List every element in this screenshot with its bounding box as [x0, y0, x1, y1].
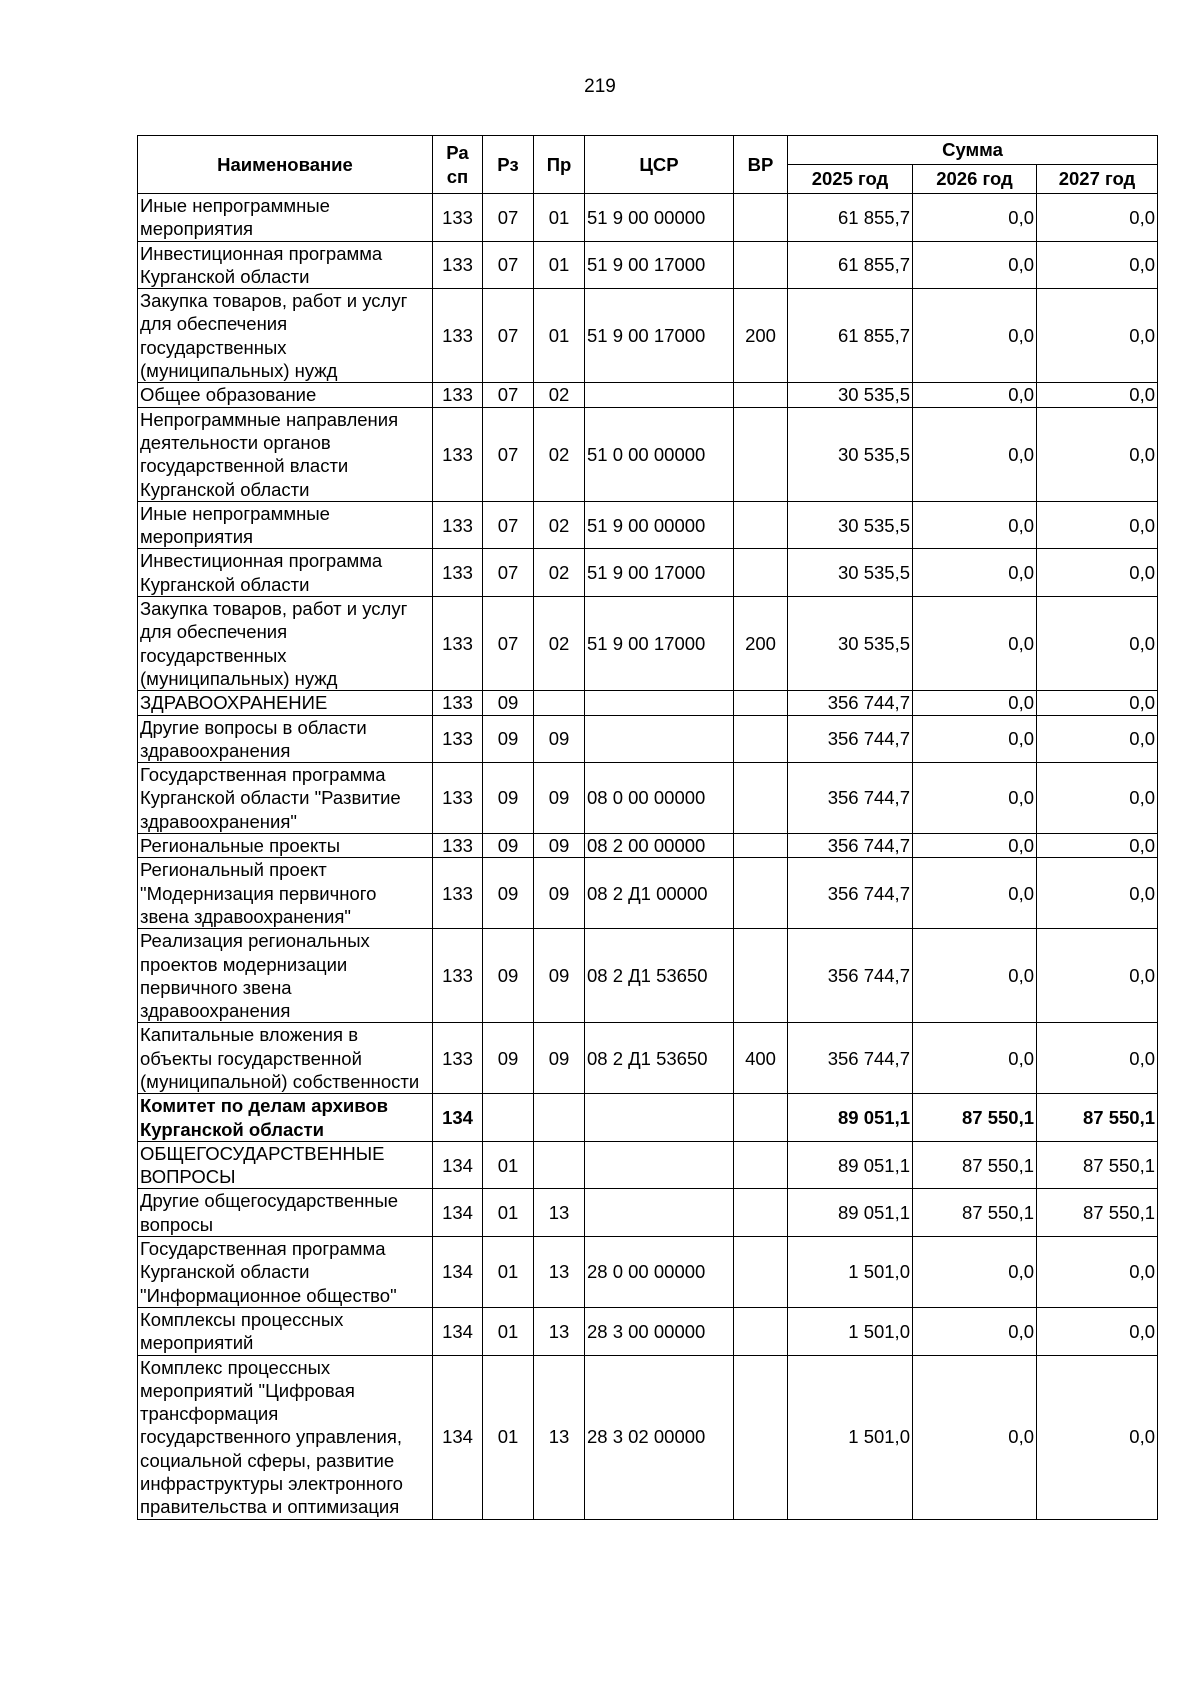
cell-2027: 0,0: [1037, 241, 1158, 289]
cell-name: Непрограммные направления деятельности органов государственной власти Курганской области: [138, 407, 433, 501]
cell-2027: 0,0: [1037, 407, 1158, 501]
cell-2027: 0,0: [1037, 501, 1158, 549]
table-row: [138, 691, 1158, 715]
cell-rasp: 133: [433, 194, 483, 242]
header-rasp: Ра сп: [433, 136, 483, 194]
header-2026: 2026 год: [913, 165, 1037, 194]
header-rz: Рз: [483, 136, 534, 194]
cell-csr: [585, 383, 734, 407]
cell-2025: 89 051,1: [788, 1094, 913, 1142]
cell-name: Инвестиционная программа Курганской области: [138, 241, 433, 289]
table-row: [138, 1189, 1158, 1237]
header-sum: Сумма: [788, 136, 1158, 165]
cell-vr: [734, 929, 788, 1023]
cell-name: Комплекс процессных мероприятий "Цифровая трансформация государственного управления, социальной сферы, развитие инфраструктуры электронного правительства и оптимизация: [138, 1355, 433, 1519]
cell-csr: [585, 691, 734, 715]
cell-2025: 356 744,7: [788, 834, 913, 858]
cell-vr: [734, 1355, 788, 1519]
cell-name: Государственная программа Курганской области "Развитие здравоохранения": [138, 763, 433, 834]
cell-name: Региональные проекты: [138, 834, 433, 858]
cell-pr: 09: [534, 858, 585, 929]
cell-rasp: 133: [433, 597, 483, 691]
cell-pr: 02: [534, 501, 585, 549]
table-row: [138, 929, 1158, 1023]
cell-rz: 09: [483, 763, 534, 834]
cell-rasp: 133: [433, 929, 483, 1023]
cell-csr: 08 2 Д1 00000: [585, 858, 734, 929]
cell-pr: 13: [534, 1189, 585, 1237]
cell-rz: 01: [483, 1189, 534, 1237]
cell-pr: [534, 1141, 585, 1189]
cell-2026: 0,0: [913, 1023, 1037, 1094]
cell-vr: [734, 1094, 788, 1142]
cell-vr: [734, 1141, 788, 1189]
cell-2025: 356 744,7: [788, 763, 913, 834]
cell-2026: 0,0: [913, 858, 1037, 929]
cell-2026: 0,0: [913, 194, 1037, 242]
cell-csr: 51 9 00 17000: [585, 289, 734, 383]
table-row: [138, 1355, 1158, 1519]
cell-name: Региональный проект "Модернизация первичного звена здравоохранения": [138, 858, 433, 929]
cell-csr: 51 9 00 17000: [585, 241, 734, 289]
cell-rz: 01: [483, 1307, 534, 1355]
cell-csr: 28 3 02 00000: [585, 1355, 734, 1519]
cell-csr: 08 0 00 00000: [585, 763, 734, 834]
cell-vr: [734, 383, 788, 407]
cell-rz: 07: [483, 549, 534, 597]
cell-name: Государственная программа Курганской области "Информационное общество": [138, 1237, 433, 1308]
cell-2027: 0,0: [1037, 929, 1158, 1023]
cell-2027: 0,0: [1037, 715, 1158, 763]
cell-pr: 02: [534, 549, 585, 597]
cell-csr: 51 0 00 00000: [585, 407, 734, 501]
cell-rz: 07: [483, 289, 534, 383]
cell-rasp: 134: [433, 1189, 483, 1237]
cell-csr: [585, 1141, 734, 1189]
cell-rz: 09: [483, 1023, 534, 1094]
cell-rz: 07: [483, 501, 534, 549]
cell-name: Закупка товаров, работ и услуг для обеспечения государственных (муниципальных) нужд: [138, 597, 433, 691]
cell-csr: 28 3 00 00000: [585, 1307, 734, 1355]
cell-csr: [585, 1189, 734, 1237]
cell-rasp: 133: [433, 501, 483, 549]
header-name: Наименование: [138, 136, 433, 194]
cell-vr: 200: [734, 597, 788, 691]
table-row: [138, 715, 1158, 763]
cell-rz: [483, 1094, 534, 1142]
cell-2027: 0,0: [1037, 597, 1158, 691]
cell-csr: 08 2 00 00000: [585, 834, 734, 858]
cell-2025: 89 051,1: [788, 1141, 913, 1189]
cell-vr: [734, 501, 788, 549]
cell-csr: 51 9 00 00000: [585, 501, 734, 549]
cell-2025: 61 855,7: [788, 289, 913, 383]
cell-2025: 356 744,7: [788, 858, 913, 929]
cell-2026: 0,0: [913, 1355, 1037, 1519]
cell-2027: 87 550,1: [1037, 1189, 1158, 1237]
cell-2027: 87 550,1: [1037, 1141, 1158, 1189]
cell-vr: [734, 1307, 788, 1355]
cell-rasp: 134: [433, 1094, 483, 1142]
table-row: [138, 1141, 1158, 1189]
cell-rasp: 133: [433, 241, 483, 289]
cell-vr: [734, 549, 788, 597]
cell-name: Реализация региональных проектов модернизации первичного звена здравоохранения: [138, 929, 433, 1023]
cell-vr: [734, 241, 788, 289]
cell-pr: 09: [534, 763, 585, 834]
cell-rz: 07: [483, 383, 534, 407]
cell-2026: 0,0: [913, 549, 1037, 597]
cell-rasp: 134: [433, 1141, 483, 1189]
cell-rasp: 133: [433, 1023, 483, 1094]
table-row: [138, 597, 1158, 691]
cell-rasp: 133: [433, 289, 483, 383]
table-row: [138, 763, 1158, 834]
cell-2027: 0,0: [1037, 834, 1158, 858]
cell-vr: 200: [734, 289, 788, 383]
cell-2026: 0,0: [913, 407, 1037, 501]
cell-2026: 0,0: [913, 691, 1037, 715]
cell-vr: [734, 407, 788, 501]
cell-rasp: 134: [433, 1355, 483, 1519]
cell-2025: 356 744,7: [788, 929, 913, 1023]
cell-2025: 30 535,5: [788, 597, 913, 691]
cell-vr: [734, 691, 788, 715]
cell-2025: 1 501,0: [788, 1355, 913, 1519]
cell-2027: 0,0: [1037, 549, 1158, 597]
cell-vr: [734, 858, 788, 929]
cell-rz: 09: [483, 929, 534, 1023]
cell-2026: 0,0: [913, 241, 1037, 289]
cell-pr: 13: [534, 1355, 585, 1519]
cell-2025: 30 535,5: [788, 407, 913, 501]
cell-2025: 30 535,5: [788, 383, 913, 407]
header-vr: ВР: [734, 136, 788, 194]
cell-2027: 0,0: [1037, 763, 1158, 834]
cell-pr: [534, 691, 585, 715]
cell-rasp: 133: [433, 858, 483, 929]
table-row: [138, 501, 1158, 549]
table-row: [138, 858, 1158, 929]
table-row: [138, 1307, 1158, 1355]
cell-rasp: 134: [433, 1307, 483, 1355]
cell-pr: 02: [534, 383, 585, 407]
cell-pr: 02: [534, 407, 585, 501]
cell-2027: 0,0: [1037, 1307, 1158, 1355]
cell-rasp: 133: [433, 549, 483, 597]
cell-pr: [534, 1094, 585, 1142]
cell-pr: 09: [534, 715, 585, 763]
cell-2026: 0,0: [913, 929, 1037, 1023]
cell-rasp: 133: [433, 763, 483, 834]
cell-name: Капитальные вложения в объекты государственной (муниципальной) собственности: [138, 1023, 433, 1094]
cell-2025: 1 501,0: [788, 1237, 913, 1308]
cell-csr: 51 9 00 00000: [585, 194, 734, 242]
cell-csr: 28 0 00 00000: [585, 1237, 734, 1308]
cell-2027: 0,0: [1037, 194, 1158, 242]
cell-rasp: 133: [433, 691, 483, 715]
cell-rasp: 133: [433, 715, 483, 763]
cell-pr: 02: [534, 597, 585, 691]
cell-2026: 87 550,1: [913, 1141, 1037, 1189]
cell-vr: [734, 715, 788, 763]
budget-table: [137, 135, 1158, 1520]
page-number: 219: [584, 76, 616, 97]
cell-rz: 01: [483, 1141, 534, 1189]
cell-2026: 87 550,1: [913, 1094, 1037, 1142]
cell-pr: 13: [534, 1307, 585, 1355]
table-row: [138, 241, 1158, 289]
cell-rz: 07: [483, 597, 534, 691]
header-2025: 2025 год: [788, 165, 913, 194]
table-row: [138, 1023, 1158, 1094]
cell-2025: 61 855,7: [788, 194, 913, 242]
cell-csr: 51 9 00 17000: [585, 549, 734, 597]
table-row: [138, 289, 1158, 383]
cell-2026: 0,0: [913, 763, 1037, 834]
header-2027: 2027 год: [1037, 165, 1158, 194]
cell-2026: 0,0: [913, 834, 1037, 858]
table-row: [138, 1094, 1158, 1142]
cell-name: Иные непрограммные мероприятия: [138, 194, 433, 242]
cell-pr: 09: [534, 834, 585, 858]
cell-2027: 87 550,1: [1037, 1094, 1158, 1142]
cell-csr: 51 9 00 17000: [585, 597, 734, 691]
cell-rasp: 133: [433, 407, 483, 501]
cell-name: Другие вопросы в области здравоохранения: [138, 715, 433, 763]
cell-2027: 0,0: [1037, 691, 1158, 715]
cell-pr: 01: [534, 194, 585, 242]
cell-rz: 09: [483, 834, 534, 858]
cell-pr: 01: [534, 289, 585, 383]
header-pr: Пр: [534, 136, 585, 194]
table-row: [138, 1237, 1158, 1308]
cell-name: ЗДРАВООХРАНЕНИЕ: [138, 691, 433, 715]
table-row: [138, 383, 1158, 407]
cell-name: Инвестиционная программа Курганской области: [138, 549, 433, 597]
cell-vr: [734, 1237, 788, 1308]
cell-name: Закупка товаров, работ и услуг для обеспечения государственных (муниципальных) нужд: [138, 289, 433, 383]
cell-csr: 08 2 Д1 53650: [585, 1023, 734, 1094]
cell-rz: 09: [483, 858, 534, 929]
cell-csr: [585, 715, 734, 763]
cell-pr: 13: [534, 1237, 585, 1308]
table-row: [138, 834, 1158, 858]
cell-vr: [734, 194, 788, 242]
cell-pr: 09: [534, 929, 585, 1023]
cell-csr: [585, 1094, 734, 1142]
cell-2027: 0,0: [1037, 1023, 1158, 1094]
cell-rz: 07: [483, 241, 534, 289]
cell-2026: 0,0: [913, 1307, 1037, 1355]
header-csr: ЦСР: [585, 136, 734, 194]
table-row: [138, 194, 1158, 242]
cell-csr: 08 2 Д1 53650: [585, 929, 734, 1023]
cell-2026: 0,0: [913, 1237, 1037, 1308]
cell-2027: 0,0: [1037, 289, 1158, 383]
cell-vr: [734, 834, 788, 858]
cell-vr: 400: [734, 1023, 788, 1094]
cell-2026: 0,0: [913, 597, 1037, 691]
cell-name: Другие общегосударственные вопросы: [138, 1189, 433, 1237]
cell-name: Общее образование: [138, 383, 433, 407]
cell-vr: [734, 763, 788, 834]
cell-2026: 0,0: [913, 383, 1037, 407]
cell-rz: 01: [483, 1355, 534, 1519]
cell-2025: 89 051,1: [788, 1189, 913, 1237]
cell-rz: 09: [483, 715, 534, 763]
cell-2026: 0,0: [913, 501, 1037, 549]
cell-name: ОБЩЕГОСУДАРСТВЕННЫЕ ВОПРОСЫ: [138, 1141, 433, 1189]
cell-2027: 0,0: [1037, 1237, 1158, 1308]
cell-rz: 09: [483, 691, 534, 715]
cell-2026: 0,0: [913, 289, 1037, 383]
cell-rasp: 133: [433, 834, 483, 858]
cell-2026: 87 550,1: [913, 1189, 1037, 1237]
cell-pr: 01: [534, 241, 585, 289]
cell-2025: 356 744,7: [788, 1023, 913, 1094]
cell-rasp: 134: [433, 1237, 483, 1308]
cell-2025: 30 535,5: [788, 501, 913, 549]
table-row: [138, 407, 1158, 501]
cell-2025: 1 501,0: [788, 1307, 913, 1355]
cell-rz: 07: [483, 194, 534, 242]
table-body: [138, 194, 1158, 1520]
cell-2025: 356 744,7: [788, 715, 913, 763]
cell-rasp: 133: [433, 383, 483, 407]
cell-2027: 0,0: [1037, 383, 1158, 407]
table-row: [138, 549, 1158, 597]
cell-2025: 61 855,7: [788, 241, 913, 289]
cell-rz: 07: [483, 407, 534, 501]
cell-2027: 0,0: [1037, 858, 1158, 929]
cell-name: Иные непрограммные мероприятия: [138, 501, 433, 549]
cell-name: Комитет по делам архивов Курганской области: [138, 1094, 433, 1142]
cell-2025: 30 535,5: [788, 549, 913, 597]
cell-2027: 0,0: [1037, 1355, 1158, 1519]
cell-2026: 0,0: [913, 715, 1037, 763]
cell-vr: [734, 1189, 788, 1237]
cell-name: Комплексы процессных мероприятий: [138, 1307, 433, 1355]
cell-pr: 09: [534, 1023, 585, 1094]
cell-rz: 01: [483, 1237, 534, 1308]
cell-2025: 356 744,7: [788, 691, 913, 715]
